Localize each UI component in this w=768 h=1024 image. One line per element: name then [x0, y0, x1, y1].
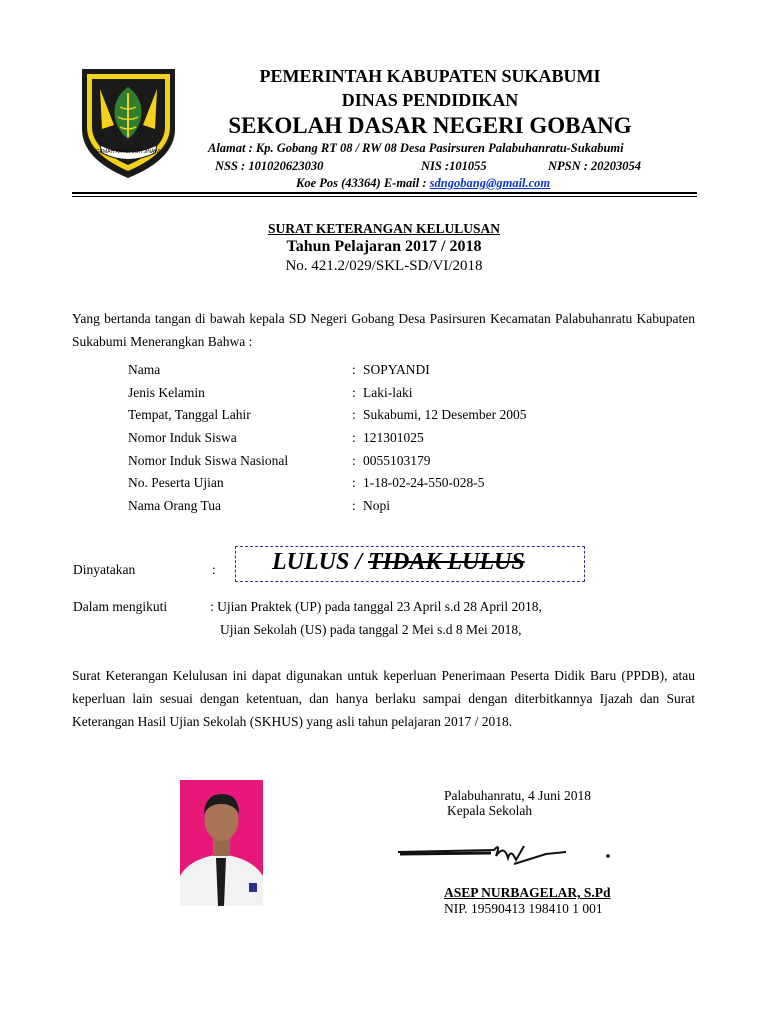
value-parent: Nopi	[363, 498, 390, 513]
header-address: Alamat : Kp. Gobang RT 08 / RW 08 Desa Pasirsuren Palabuhanratu-Sukabumi	[208, 141, 624, 155]
label-nis: Nomor Induk Siswa	[128, 430, 237, 445]
value-birth: Sukabumi, 12 Desember 2005	[363, 407, 527, 422]
principal-name: ASEP NURBAGELAR, S.Pd	[444, 885, 611, 900]
email-link[interactable]: sdngobang@gmail.com	[429, 176, 551, 190]
colon: :	[352, 407, 356, 422]
header-department: DINAS PENDIDIKAN	[341, 90, 519, 110]
colon: :	[352, 430, 356, 445]
header-divider-thick	[72, 192, 697, 194]
colon: :	[212, 562, 216, 577]
result-label: Dinyatakan	[73, 562, 136, 577]
value-nis: 121301025	[363, 430, 424, 445]
exam-practical: : Ujian Praktek (UP) pada tanggal 23 April s.d 28 April 2018,	[210, 599, 542, 614]
school-district-logo	[80, 67, 177, 180]
letter-number: No. 421.2/029/SKL-SD/VI/2018	[285, 258, 483, 274]
value-exam-number: 1-18-02-24-550-028-5	[363, 475, 485, 490]
header-nis: NIS :101055	[421, 159, 487, 173]
handwritten-signature	[396, 836, 616, 874]
colon: :	[352, 362, 356, 377]
value-nisn: 0055103179	[363, 453, 431, 468]
signature-position: Kepala Sekolah	[447, 803, 533, 818]
label-birth: Tempat, Tanggal Lahir	[128, 407, 251, 422]
label-gender: Jenis Kelamin	[128, 385, 205, 400]
colon: :	[352, 385, 356, 400]
result-status	[272, 549, 525, 576]
label-parent: Nama Orang Tua	[128, 498, 221, 513]
exams-label: Dalam mengikuti	[73, 599, 168, 614]
result-fail-struck: TIDAK LULUS	[368, 549, 525, 575]
header-nss: NSS : 101020623030	[215, 159, 324, 173]
exam-school: Ujian Sekolah (US) pada tanggal 2 Mei s.d 8 Mei 2018,	[220, 622, 522, 637]
header-npsn: NPSN : 20203054	[548, 159, 642, 173]
result-pass: LULUS /	[272, 549, 368, 575]
header-school-name: SEKOLAH DASAR NEGERI GOBANG	[228, 113, 632, 138]
label-nisn: Nomor Induk Siswa Nasional	[128, 453, 289, 468]
closing-paragraph: Surat Keterangan Kelulusan ini dapat digunakan untuk keperluan Penerimaan Peserta Didik Baru (PPDB), atau keperluan lain sesuai dengan ketentuan, dan hanya berlaku sampai dengan diterbitkannya Ijazah dan Surat Keterangan Hasil Ujian Sekolah (SKHUS) yang asli tahun pelajaran 2017 / 2018.	[72, 668, 695, 729]
letter-title: SURAT KETERANGAN KELULUSAN	[267, 221, 501, 236]
signature-place-date: Palabuhanratu, 4 Juni 2018	[444, 788, 591, 803]
value-name: SOPYANDI	[363, 362, 430, 377]
colon: :	[352, 498, 356, 513]
header-government: PEMERINTAH KABUPATEN SUKABUMI	[259, 66, 601, 86]
principal-nip: NIP. 19590413 198410 1 001	[444, 901, 603, 916]
label-name: Nama	[128, 362, 161, 377]
student-photo	[180, 780, 263, 906]
header-divider-thin	[72, 196, 697, 197]
label-exam-number: No. Peserta Ujian	[128, 475, 224, 490]
colon: :	[352, 453, 356, 468]
intro-paragraph: Yang bertanda tangan di bawah kepala SD Negeri Gobang Desa Pasirsuren Kecamatan Palabuhanratu Kabupaten Sukabumi Menerangkan Bahwa :	[72, 311, 695, 349]
logo-motto: GEMAH RIPAH LOH JINAWI	[95, 149, 161, 155]
letter-year: Tahun Pelajaran 2017 / 2018	[286, 238, 482, 255]
header-postal	[296, 176, 550, 191]
colon: :	[352, 475, 356, 490]
value-gender: Laki-laki	[363, 385, 413, 400]
postal-text: Koe Pos (43364) E-mail :	[296, 176, 430, 190]
